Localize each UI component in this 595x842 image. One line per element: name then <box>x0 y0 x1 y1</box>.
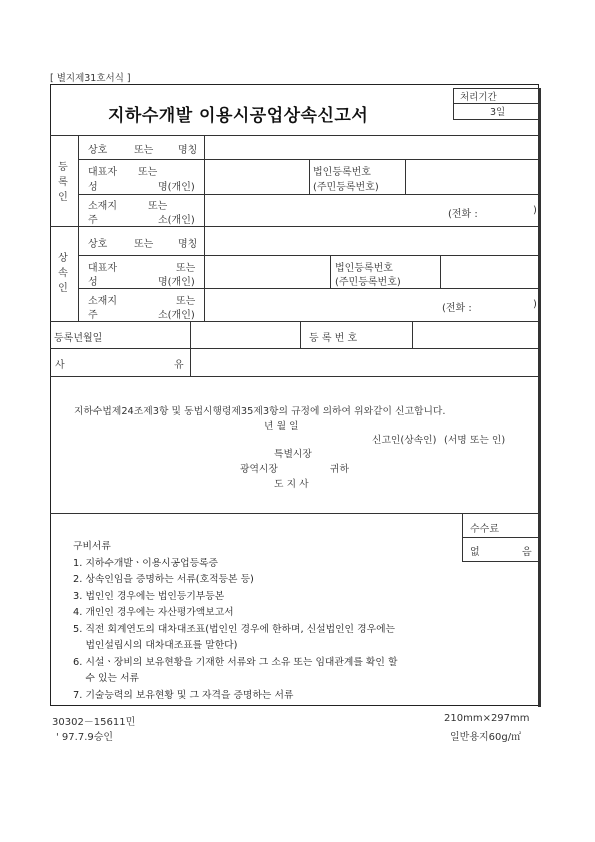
heir-name-label-a: 상호 <box>88 239 108 250</box>
registrant-rep-label-1a: 대표자 <box>88 167 117 178</box>
registrant-addr-label-2b: 소(개인) <box>158 215 195 226</box>
reason-field[interactable] <box>192 350 536 374</box>
divider <box>190 321 191 376</box>
registrant-phone-close: ) <box>533 205 537 216</box>
declaration-addr-2: 광역시장 <box>240 464 278 475</box>
heir-name-label-b: 또는 <box>134 239 154 250</box>
registrant-section-label: 등록인 <box>58 162 68 203</box>
page-title: 지하수개발 이용시공업상속신고서 <box>108 106 369 126</box>
heir-addr-label-2b: 소(개인) <box>158 310 195 321</box>
divider <box>204 135 205 321</box>
divider <box>462 537 538 538</box>
heir-rep-label-1b: 또는 <box>176 263 196 274</box>
heir-name-label-c: 명칭 <box>178 239 198 250</box>
documents-heading: 구비서류 <box>73 541 111 552</box>
divider <box>78 288 538 289</box>
heir-phone-close: ) <box>533 299 537 310</box>
footer-paper: 일반용지60g/㎡ <box>450 732 522 743</box>
processing-label: 처리기간 <box>460 92 497 103</box>
registrant-name-label-a: 상호 <box>88 145 108 156</box>
registrant-rep-label-1b: 또는 <box>138 167 158 178</box>
reg-date-field[interactable] <box>192 323 298 346</box>
list-item: 수 있는 서류 <box>73 673 140 684</box>
divider <box>50 348 538 349</box>
processing-value: 3일 <box>490 107 506 118</box>
declaration-addr-3: 도 지 사 <box>274 479 309 490</box>
divider <box>50 226 538 227</box>
divider <box>300 321 301 348</box>
registrant-rep-label-2b: 명(개인) <box>158 182 195 193</box>
divider <box>78 135 79 321</box>
declaration-sign: (서명 또는 인) <box>444 435 506 446</box>
divider <box>309 159 310 194</box>
reg-no-label: 등 록 번 호 <box>309 333 358 344</box>
heir-corp-no-field[interactable] <box>442 257 536 286</box>
documents-list <box>73 539 397 704</box>
list-item: 1. 지하수개발ㆍ이용시공업등록증 <box>73 557 218 569</box>
footer-approved: ' 97.7.9승인 <box>56 732 114 743</box>
registrant-phone-label: (전화 : <box>448 209 478 220</box>
registrant-name-label-b: 또는 <box>134 145 154 156</box>
heir-section-label: 상속인 <box>58 253 68 294</box>
reg-no-field[interactable] <box>414 323 536 346</box>
registrant-corp-no-label-1: 법인등록번호 <box>313 167 371 178</box>
divider <box>78 194 538 195</box>
heir-rep-label-2b: 명(개인) <box>158 277 195 288</box>
fee-value-a: 없 <box>470 547 480 558</box>
fee-value-b: 음 <box>522 547 532 558</box>
divider <box>78 159 538 160</box>
heir-corp-no-label-1: 법인등록번호 <box>335 263 393 274</box>
list-item: 4. 개인인 경우에는 자산평가액보고서 <box>73 607 234 618</box>
registrant-corp-no-field[interactable] <box>407 161 536 192</box>
declaration-to: 귀하 <box>330 464 349 475</box>
registrant-corp-no-label-2: (주민등록번호) <box>313 182 379 193</box>
list-item: 6. 시설ㆍ장비의 보유현황을 기재한 서류와 그 소유 또는 임대관계를 확인 할 <box>73 656 398 668</box>
heir-addr-label-1a: 소재지 <box>88 296 117 307</box>
footer-size: 210mm×297mm <box>444 713 530 724</box>
divider <box>462 513 463 561</box>
registrant-rep-label-2a: 성 <box>88 182 98 193</box>
registrant-addr-label-1b: 또는 <box>148 201 168 212</box>
heir-phone-label: (전화 : <box>442 303 472 314</box>
heir-corp-no-label-2: (주민등록번호) <box>335 277 401 288</box>
divider <box>50 321 538 322</box>
declaration-text: 지하수법제24조제3항 및 동법시행령제35제3항의 규정에 의하여 위와같이 신고합니다. <box>74 406 446 417</box>
list-item: 2. 상속인임을 증명하는 서류(호적등본 등) <box>73 574 254 585</box>
frame-shadow <box>538 88 541 707</box>
divider <box>50 135 538 136</box>
list-item: 7. 기술능력의 보유현황 및 그 자격을 증명하는 서류 <box>73 689 294 701</box>
registrant-address-field[interactable] <box>206 196 436 224</box>
declaration-date: 년 월 일 <box>264 421 299 432</box>
heir-rep-label-1a: 대표자 <box>88 263 117 274</box>
footer-code: 30302－15611민 <box>52 717 136 728</box>
reason-label-b: 유 <box>174 360 184 371</box>
registrant-rep-field[interactable] <box>206 161 307 192</box>
form-number: [ 별지제31호서식 ] <box>50 73 131 84</box>
list-item: 3. 법인인 경우에는 법인등기부등본 <box>73 590 225 602</box>
divider <box>405 159 406 194</box>
registrant-addr-label-2a: 주 <box>88 215 98 226</box>
list-item: 5. 직전 회계연도의 대차대조표(법인인 경우에 한하며, 신설법인인 경우에는 <box>73 623 395 635</box>
heir-addr-label-2a: 주 <box>88 310 98 321</box>
divider <box>330 255 331 288</box>
divider <box>440 255 441 288</box>
list-item: 법인설립시의 대차대조표를 말한다) <box>73 640 238 651</box>
divider <box>50 376 538 377</box>
fee-label: 수수료 <box>470 524 499 535</box>
heir-rep-field[interactable] <box>206 257 328 286</box>
reason-label-a: 사 <box>55 360 65 371</box>
heir-addr-label-1b: 또는 <box>176 296 196 307</box>
declaration-reporter: 신고인(상속인) <box>372 435 437 446</box>
registrant-name-field[interactable] <box>206 137 536 157</box>
heir-rep-label-2a: 성 <box>88 277 98 288</box>
divider <box>50 513 538 514</box>
registrant-name-label-c: 명칭 <box>178 145 198 156</box>
divider <box>78 255 538 256</box>
heir-address-field[interactable] <box>206 290 436 319</box>
declaration-addr-1: 특별시장 <box>274 449 312 460</box>
divider <box>412 321 413 348</box>
reg-date-label: 등록년월일 <box>54 333 103 344</box>
divider <box>462 561 538 562</box>
heir-name-field[interactable] <box>206 228 536 253</box>
registrant-addr-label-1a: 소재지 <box>88 201 117 212</box>
